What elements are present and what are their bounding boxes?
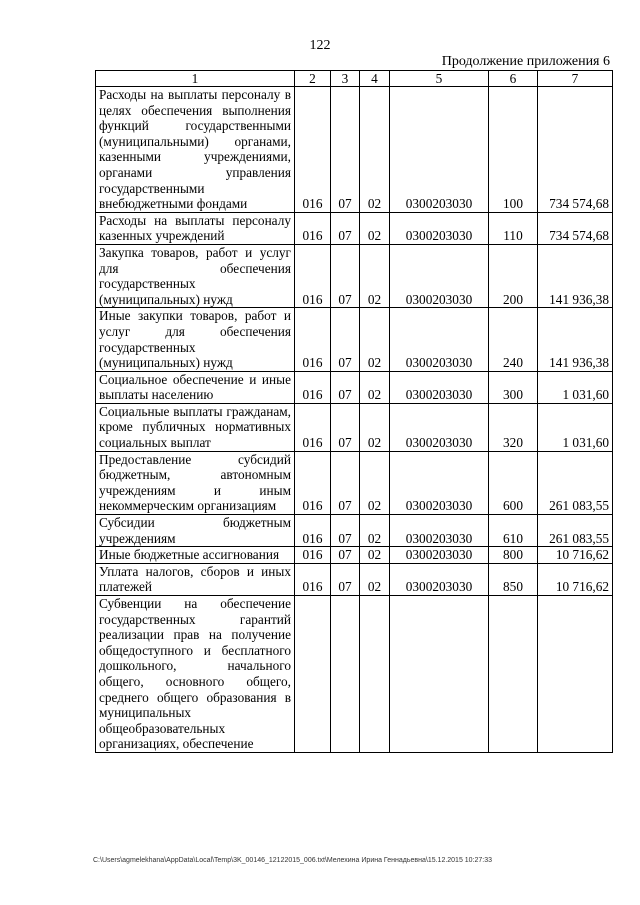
subsection-code-cell: 02: [360, 403, 390, 451]
section-code-cell: 07: [331, 451, 360, 514]
budget-table: [95, 70, 613, 753]
ved-code-cell: 016: [295, 451, 331, 514]
row-name-cell: Закупка товаров, работ и услуг для обеспечения государственных (муниципальных) нужд: [96, 244, 295, 307]
table-row: [96, 515, 613, 547]
expense-type-cell: 600: [489, 451, 538, 514]
subsection-code-cell: 02: [360, 563, 390, 595]
amount-cell: 734 574,68: [538, 87, 613, 213]
expense-type-cell: 200: [489, 244, 538, 307]
section-code-cell: 07: [331, 244, 360, 307]
row-name-cell: Социальное обеспечение и иные выплаты населению: [96, 371, 295, 403]
table-body: [96, 87, 613, 753]
column-header: 1: [96, 71, 295, 87]
table-row: [96, 87, 613, 213]
target-article-cell: 0300203030: [390, 308, 489, 371]
amount-cell: 1 031,60: [538, 403, 613, 451]
subsection-code-cell: 02: [360, 451, 390, 514]
table-row: [96, 308, 613, 371]
amount-cell: 1 031,60: [538, 371, 613, 403]
ved-code-cell: 016: [295, 515, 331, 547]
page-number: 122: [309, 38, 331, 53]
ved-code-cell: 016: [295, 244, 331, 307]
ved-code-cell: 016: [295, 547, 331, 564]
ved-code-cell: 016: [295, 563, 331, 595]
expense-type-cell: 110: [489, 212, 538, 244]
row-name-cell: Иные закупки товаров, работ и услуг для обеспечения государственных (муниципальных) нужд: [96, 308, 295, 371]
section-code-cell: 07: [331, 371, 360, 403]
table-row: [96, 371, 613, 403]
row-name-cell: Расходы на выплаты персоналу в целях обеспечения выполнения функций государственными (муниципальными) органами, казенными учреждениями, органами управления государственными внебюджетными фондами: [96, 87, 295, 213]
expense-type-cell: 300: [489, 371, 538, 403]
amount-cell: 734 574,68: [538, 212, 613, 244]
expense-type-cell: 610: [489, 515, 538, 547]
subsection-code-cell: 02: [360, 212, 390, 244]
column-header: 3: [331, 71, 360, 87]
continuation-label: Продолжение приложения 6: [441, 54, 610, 69]
section-code-cell: 07: [331, 563, 360, 595]
section-code-cell: 07: [331, 212, 360, 244]
amount-cell: 261 083,55: [538, 515, 613, 547]
expense-type-cell: 320: [489, 403, 538, 451]
subsection-code-cell: 02: [360, 547, 390, 564]
target-article-cell: 0300203030: [390, 244, 489, 307]
target-article-cell: 0300203030: [390, 212, 489, 244]
section-code-cell: 07: [331, 403, 360, 451]
target-article-cell: 0300203030: [390, 547, 489, 564]
row-name-cell: Субвенции на обеспечение государственных гарантий реализации прав на получение общедоступного и бесплатного дошкольного, начального общего, основного общего, среднего общего образования в муниципальных общеобразовательных организациях, обеспечение: [96, 596, 295, 753]
subsection-code-cell: 02: [360, 87, 390, 213]
ved-code-cell: 016: [295, 403, 331, 451]
section-code-cell: 07: [331, 547, 360, 564]
amount-cell: 10 716,62: [538, 563, 613, 595]
row-name-cell: Уплата налогов, сборов и иных платежей: [96, 563, 295, 595]
section-code-cell: 07: [331, 515, 360, 547]
ved-code-cell: 016: [295, 87, 331, 213]
expense-type-cell: 800: [489, 547, 538, 564]
section-code-cell: 07: [331, 87, 360, 213]
subsection-code-cell: 02: [360, 244, 390, 307]
amount-cell: 141 936,38: [538, 244, 613, 307]
expense-type-cell: 240: [489, 308, 538, 371]
column-header: 6: [489, 71, 538, 87]
column-header: 5: [390, 71, 489, 87]
subsection-code-cell: 02: [360, 308, 390, 371]
amount-cell: [538, 596, 613, 753]
target-article-cell: 0300203030: [390, 451, 489, 514]
row-name-cell: Иные бюджетные ассигнования: [96, 547, 295, 564]
expense-type-cell: [489, 596, 538, 753]
column-header: 7: [538, 71, 613, 87]
ved-code-cell: 016: [295, 371, 331, 403]
row-name-cell: Расходы на выплаты персоналу казенных учреждений: [96, 212, 295, 244]
target-article-cell: 0300203030: [390, 87, 489, 213]
amount-cell: 141 936,38: [538, 308, 613, 371]
expense-type-cell: 100: [489, 87, 538, 213]
section-code-cell: 07: [331, 308, 360, 371]
subsection-code-cell: 02: [360, 371, 390, 403]
ved-code-cell: 016: [295, 308, 331, 371]
ved-code-cell: 016: [295, 212, 331, 244]
table-row: [96, 212, 613, 244]
target-article-cell: 0300203030: [390, 563, 489, 595]
target-article-cell: 0300203030: [390, 515, 489, 547]
target-article-cell: [390, 596, 489, 753]
target-article-cell: 0300203030: [390, 403, 489, 451]
column-header: 2: [295, 71, 331, 87]
subsection-code-cell: 02: [360, 515, 390, 547]
file-path-footer: C:\Users\agmelekhana\AppData\Local\Temp\3K_00146_12122015_006.txt\Мелехина Ирина Геннадьевна\15.12.2015 10:27:33: [93, 857, 493, 864]
amount-cell: 261 083,55: [538, 451, 613, 514]
amount-cell: 10 716,62: [538, 547, 613, 564]
expense-type-cell: 850: [489, 563, 538, 595]
subsection-code-cell: [360, 596, 390, 753]
ved-code-cell: [295, 596, 331, 753]
row-name-cell: Социальные выплаты гражданам, кроме публичных нормативных социальных выплат: [96, 403, 295, 451]
table-row: [96, 244, 613, 307]
table-row: [96, 451, 613, 514]
target-article-cell: 0300203030: [390, 371, 489, 403]
row-name-cell: Субсидии бюджетным учреждениям: [96, 515, 295, 547]
column-header: 4: [360, 71, 390, 87]
table-row: [96, 563, 613, 595]
table-header-row: [96, 71, 613, 87]
table-row: [96, 596, 613, 753]
row-name-cell: Предоставление субсидий бюджетным, автономным учреждениям и иным некоммерческим организациям: [96, 451, 295, 514]
table-row: [96, 547, 613, 564]
section-code-cell: [331, 596, 360, 753]
table-row: [96, 403, 613, 451]
